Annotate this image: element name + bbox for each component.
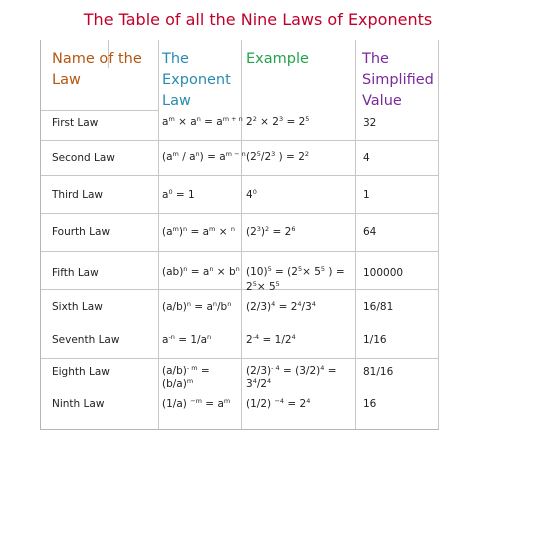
- law-value: 64: [363, 226, 377, 238]
- law-formula: $(a^m)^n = a^m \times ^n$: [162, 225, 235, 238]
- law-example: $(10)^5 = (2^5\times 5^5$ ) = $2^5\times 5^5$: [246, 265, 345, 293]
- law-formula: (1/a) $^{-m} = a^m$: [162, 397, 231, 410]
- law-name: Seventh Law: [52, 334, 120, 346]
- law-name: First Law: [52, 117, 99, 129]
- law-value: 16/81: [363, 301, 394, 313]
- row-divider: [41, 175, 439, 176]
- law-formula: $a^m \times a^n = a^{m + n}$: [162, 115, 243, 128]
- law-example: $2^{-4} = 1/2^4$: [246, 333, 296, 346]
- law-name: Third Law: [52, 189, 103, 201]
- header-example: Example: [246, 51, 309, 67]
- law-value: 1/16: [363, 334, 387, 346]
- row-divider: [41, 289, 439, 290]
- law-example: $4^0$: [246, 188, 257, 201]
- law-formula: $(a/b)^{- m} = (b/a)^m$: [162, 364, 210, 390]
- law-example: ($2^5/2^3$ ) = $2^2$: [246, 150, 310, 163]
- law-value: 16: [363, 398, 377, 410]
- law-example: $2^2 \times 2^3 = 2^5$: [246, 115, 310, 128]
- row-divider: [41, 110, 158, 111]
- law-formula: $(a^m / a^n) = a^{m - n}$: [162, 150, 246, 163]
- header-exponent-law: The Exponent Law: [162, 51, 231, 109]
- law-name: Second Law: [52, 152, 115, 164]
- header-simplified-value: The Simplified Value: [362, 51, 434, 109]
- page-title: The Table of all the Nine Laws of Exponents: [83, 10, 433, 29]
- row-divider: [41, 358, 439, 359]
- law-example: $(2^3)^2 = 2^6$: [246, 225, 296, 238]
- law-value: 81/16: [363, 366, 394, 378]
- law-value: 4: [363, 152, 370, 164]
- law-example: $(2/3)^{- 4} = (3/2)^4 = 3^4/2^4$: [246, 364, 337, 390]
- column-divider: [158, 40, 159, 429]
- law-formula: $a^0 = 1$: [162, 188, 195, 201]
- law-formula: $(ab)^n = a^n \times b^n$: [162, 265, 240, 278]
- law-value: 1: [363, 189, 370, 201]
- column-divider: [355, 40, 356, 429]
- law-name: Eighth Law: [52, 366, 110, 378]
- law-name: Fifth Law: [52, 267, 99, 279]
- exponent-laws-table: [40, 40, 439, 430]
- row-divider: [41, 251, 439, 252]
- law-example: (1/2) $^{-4} = 2^4$: [246, 397, 311, 410]
- law-name: Ninth Law: [52, 398, 105, 410]
- row-divider: [41, 213, 439, 214]
- header-name-of-law: Name of the Law: [52, 51, 142, 88]
- law-formula: $a^{-n} = 1/a^n$: [162, 333, 212, 346]
- law-example: $(2/3)^4 = 2^4/3^4$: [246, 300, 316, 313]
- law-value: 100000: [363, 267, 404, 279]
- law-name: Fourth Law: [52, 226, 111, 238]
- law-formula: $(a/b)^n = a^n/b^n$: [162, 300, 232, 313]
- law-value: 32: [363, 117, 377, 129]
- law-name: Sixth Law: [52, 301, 103, 313]
- row-divider: [41, 140, 439, 141]
